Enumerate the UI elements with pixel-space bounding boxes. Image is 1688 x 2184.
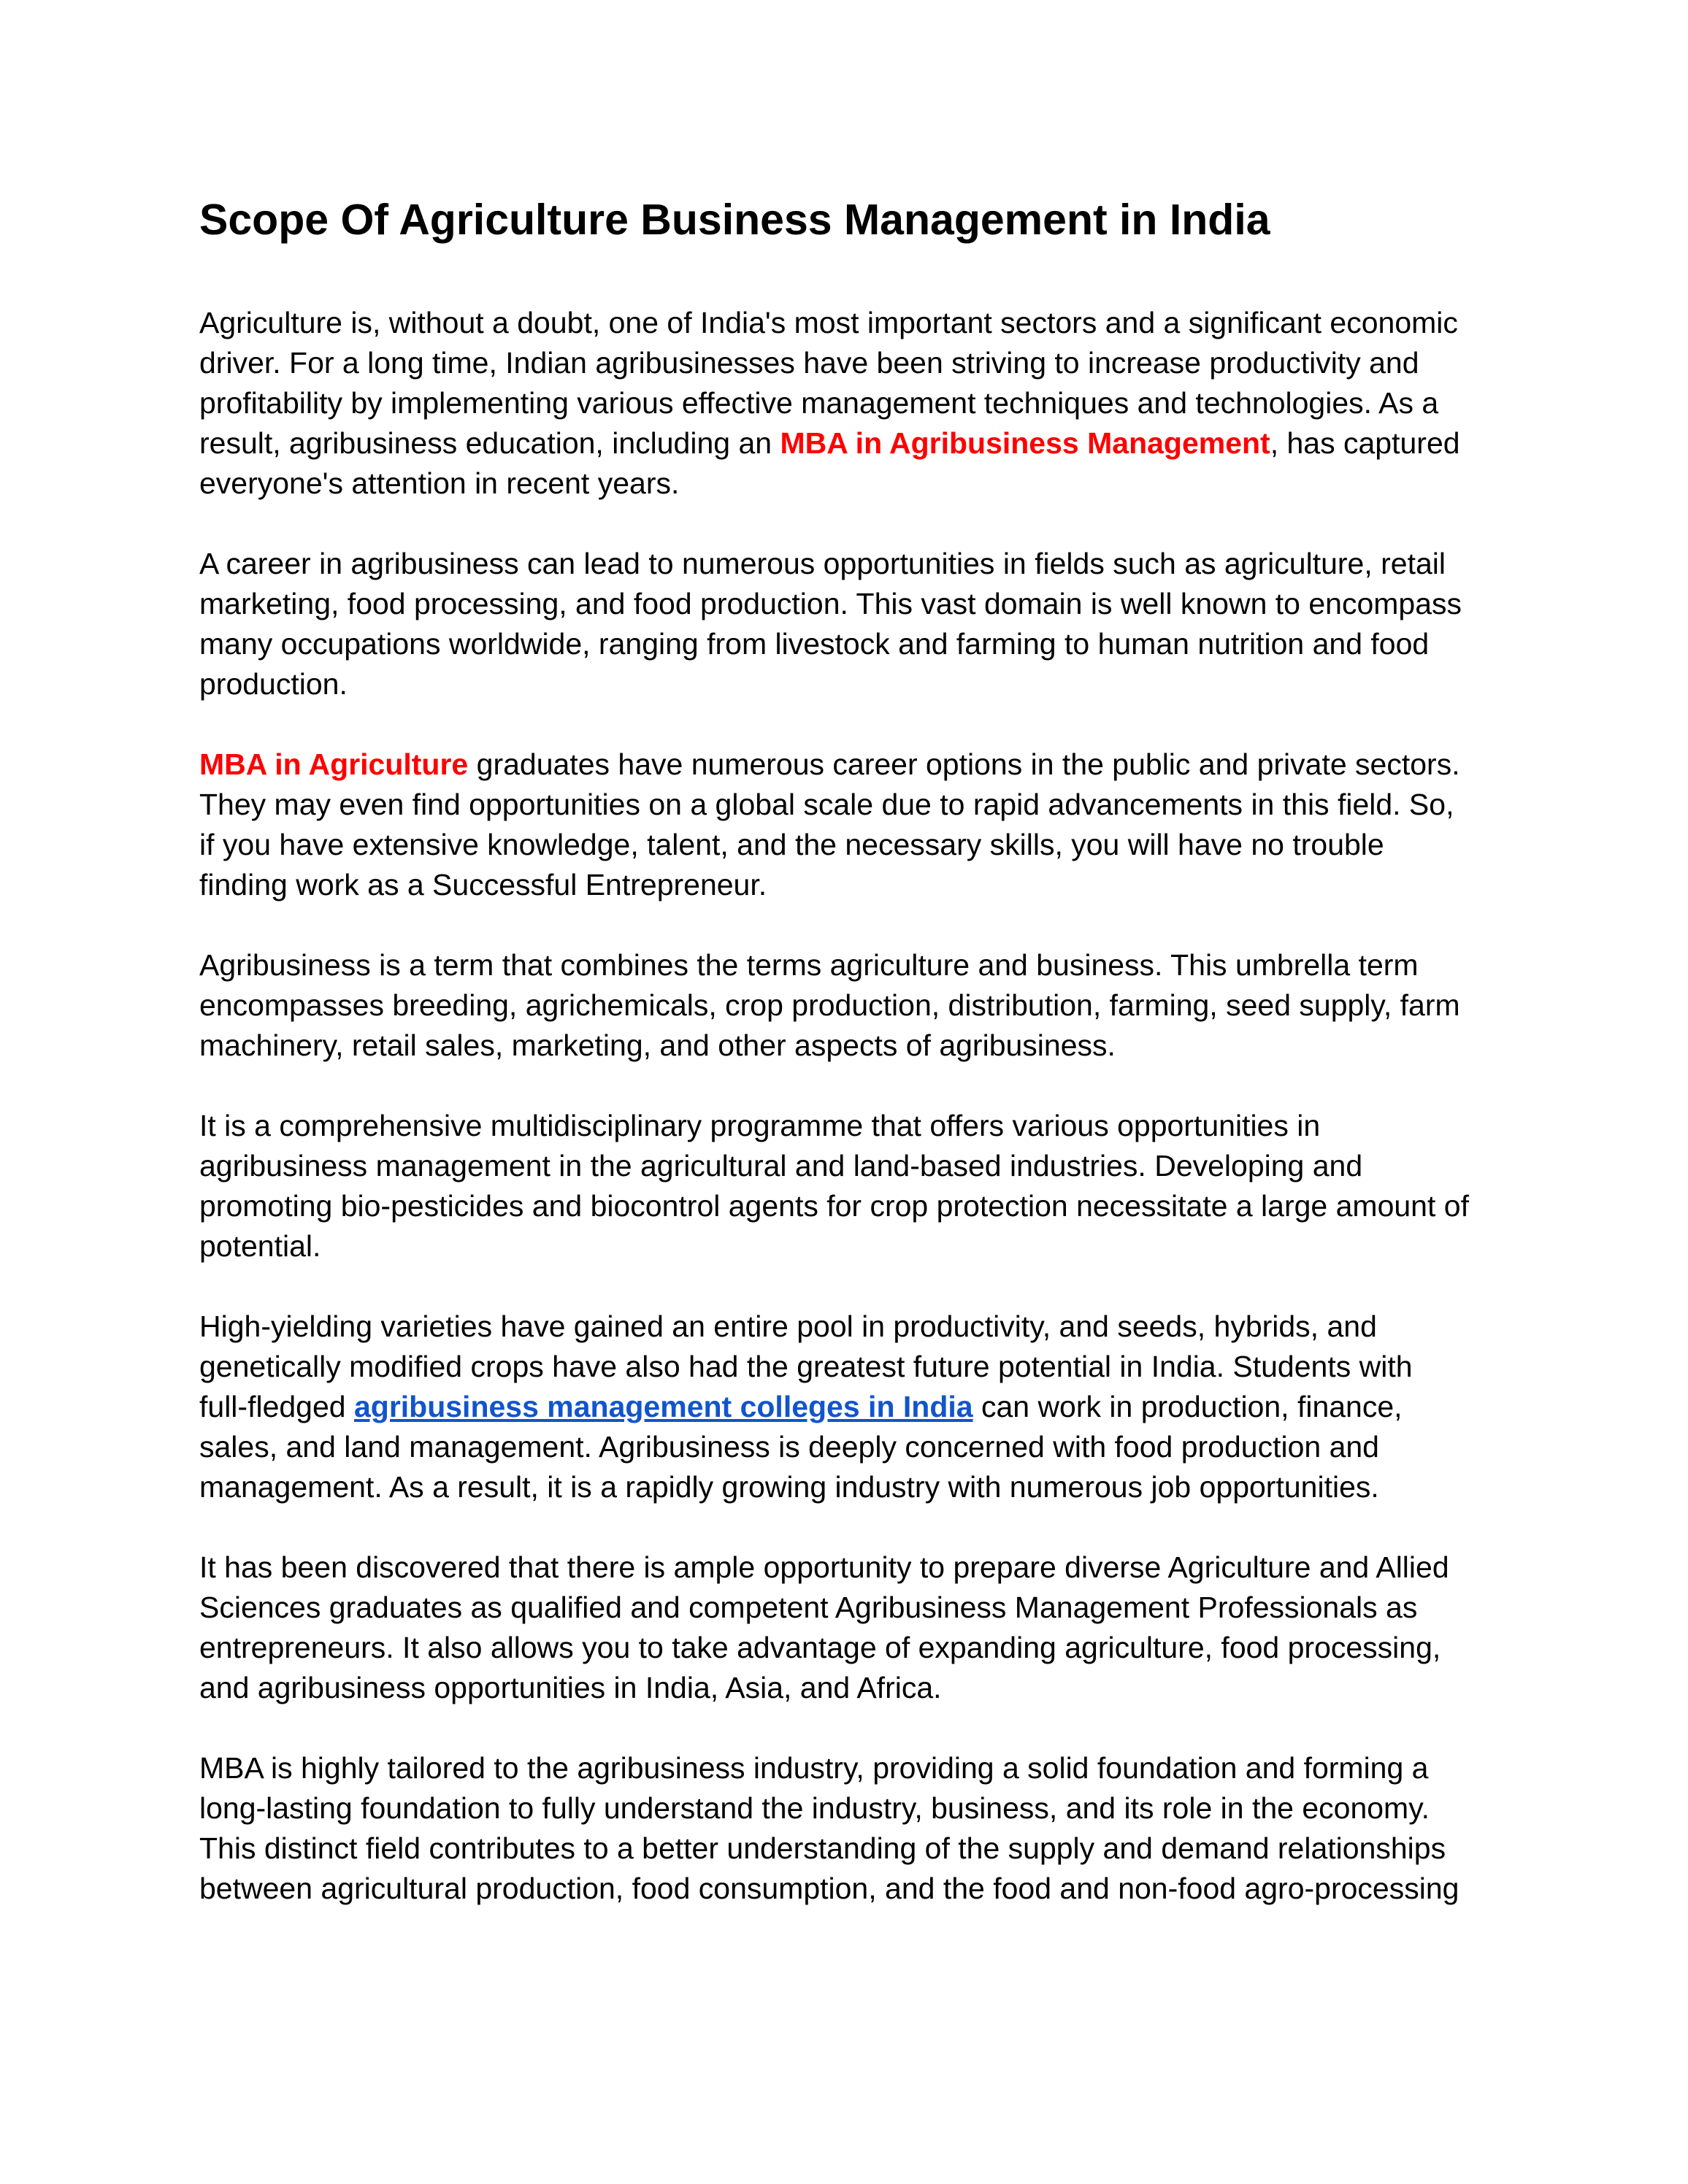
text-segment: genetically modified crops have also had the greatest future potential in India. Students with bbox=[199, 1350, 1413, 1383]
text-segment: , has captured bbox=[1270, 426, 1460, 460]
text-segment: A career in agribusiness can lead to numerous opportunities in fields such as agriculture, retail bbox=[199, 547, 1446, 580]
paragraph bbox=[199, 1106, 1514, 1266]
text-line bbox=[199, 343, 1514, 383]
hyperlink[interactable]: agribusiness management colleges in India bbox=[353, 1390, 973, 1423]
text-line bbox=[199, 945, 1514, 985]
text-line bbox=[199, 1427, 1514, 1467]
text-line bbox=[199, 1146, 1514, 1186]
text-segment: It has been discovered that there is ample opportunity to prepare diverse Agriculture and Allied bbox=[199, 1550, 1449, 1584]
text-line bbox=[199, 1748, 1514, 1788]
text-segment: promoting bio-pesticides and biocontrol agents for crop protection necessitate a large amount of bbox=[199, 1189, 1469, 1223]
text-segment: They may even find opportunities on a global scale due to rapid advancements in this field. So, bbox=[199, 788, 1454, 821]
text-segment: agribusiness management in the agricultural and land-based industries. Developing and bbox=[199, 1149, 1363, 1183]
text-segment: It is a comprehensive multidisciplinary programme that offers various opportunities in bbox=[199, 1109, 1321, 1142]
text-segment: This distinct field contributes to a better understanding of the supply and demand relationships bbox=[199, 1831, 1446, 1865]
text-segment: graduates have numerous career options in the public and private sectors. bbox=[468, 747, 1460, 781]
text-segment: and agribusiness opportunities in India, Asia, and Africa. bbox=[199, 1671, 942, 1704]
paragraph bbox=[199, 945, 1514, 1066]
text-line bbox=[199, 464, 1514, 504]
text-line bbox=[199, 383, 1514, 423]
text-segment: encompasses breeding, agrichemicals, crop production, distribution, farming, seed supply, farm bbox=[199, 988, 1460, 1022]
text-segment: potential. bbox=[199, 1229, 321, 1263]
highlighted-keyword: MBA in Agribusiness Management bbox=[780, 426, 1270, 460]
text-segment: management. As a result, it is a rapidly growing industry with numerous job opportunities. bbox=[199, 1470, 1379, 1504]
text-segment: long-lasting foundation to fully understand the industry, business, and its role in the economy. bbox=[199, 1791, 1430, 1825]
text-line bbox=[199, 1467, 1514, 1507]
text-line bbox=[199, 1668, 1514, 1708]
text-line bbox=[199, 1307, 1514, 1347]
text-segment: High-yielding varieties have gained an entire pool in productivity, and seeds, hybrids, and bbox=[199, 1310, 1377, 1343]
text-segment: many occupations worldwide, ranging from livestock and farming to human nutrition and food bbox=[199, 627, 1430, 661]
text-segment: between agricultural production, food consumption, and the food and non-food agro-processing bbox=[199, 1872, 1459, 1905]
text-segment: profitability by implementing various effective management techniques and technologies. As a bbox=[199, 386, 1439, 420]
text-segment: result, agribusiness education, including an bbox=[199, 426, 780, 460]
text-line bbox=[199, 584, 1514, 624]
text-segment: sales, and land management. Agribusiness is deeply concerned with food production and bbox=[199, 1430, 1379, 1464]
text-line bbox=[199, 1869, 1514, 1909]
text-line bbox=[199, 1387, 1514, 1427]
text-line bbox=[199, 544, 1514, 584]
text-segment: driver. For a long time, Indian agribusinesses have been striving to increase productivity and bbox=[199, 346, 1419, 380]
text-line bbox=[199, 664, 1514, 704]
text-line bbox=[199, 423, 1514, 464]
text-line bbox=[199, 865, 1514, 905]
document-body bbox=[199, 303, 1514, 1949]
text-segment: Agribusiness is a term that combines the terms agriculture and business. This umbrella term bbox=[199, 948, 1419, 982]
text-segment: full-fledged bbox=[199, 1390, 354, 1423]
text-line bbox=[199, 985, 1514, 1026]
paragraph bbox=[199, 1748, 1514, 1909]
text-segment: entrepreneurs. It also allows you to take advantage of expanding agriculture, food processing, bbox=[199, 1631, 1441, 1664]
text-segment: machinery, retail sales, marketing, and other aspects of agribusiness. bbox=[199, 1028, 1116, 1062]
text-segment: can work in production, finance, bbox=[972, 1390, 1403, 1423]
text-segment: marketing, food processing, and food production. This vast domain is well known to encompass bbox=[199, 587, 1462, 620]
text-line bbox=[199, 785, 1514, 825]
paragraph bbox=[199, 303, 1514, 504]
text-line bbox=[199, 1788, 1514, 1829]
text-line bbox=[199, 1226, 1514, 1266]
text-line bbox=[199, 1026, 1514, 1066]
text-line bbox=[199, 1829, 1514, 1869]
text-line bbox=[199, 1547, 1514, 1588]
text-line bbox=[199, 1588, 1514, 1628]
text-line bbox=[199, 1347, 1514, 1387]
text-segment: Sciences graduates as qualified and competent Agribusiness Management Professionals as bbox=[199, 1591, 1418, 1624]
text-segment: MBA is highly tailored to the agribusiness industry, providing a solid foundation and forming a bbox=[199, 1751, 1429, 1785]
page-title: Scope Of Agriculture Business Management in India bbox=[199, 196, 1270, 244]
text-segment: everyone's attention in recent years. bbox=[199, 466, 680, 500]
text-line bbox=[199, 1628, 1514, 1668]
text-line bbox=[199, 825, 1514, 865]
text-line bbox=[199, 1106, 1514, 1146]
paragraph bbox=[199, 544, 1514, 704]
highlighted-keyword: MBA in Agriculture bbox=[199, 747, 469, 781]
paragraph bbox=[199, 1547, 1514, 1708]
text-segment: if you have extensive knowledge, talent, and the necessary skills, you will have no trouble bbox=[199, 828, 1384, 861]
text-line bbox=[199, 745, 1514, 785]
text-line bbox=[199, 624, 1514, 664]
paragraph bbox=[199, 1307, 1514, 1507]
text-line bbox=[199, 1186, 1514, 1226]
text-segment: finding work as a Successful Entrepreneur. bbox=[199, 868, 767, 901]
text-line bbox=[199, 303, 1514, 343]
text-segment: Agriculture is, without a doubt, one of India's most important sectors and a significant economic bbox=[199, 306, 1458, 339]
text-segment: production. bbox=[199, 667, 348, 701]
paragraph bbox=[199, 745, 1514, 905]
